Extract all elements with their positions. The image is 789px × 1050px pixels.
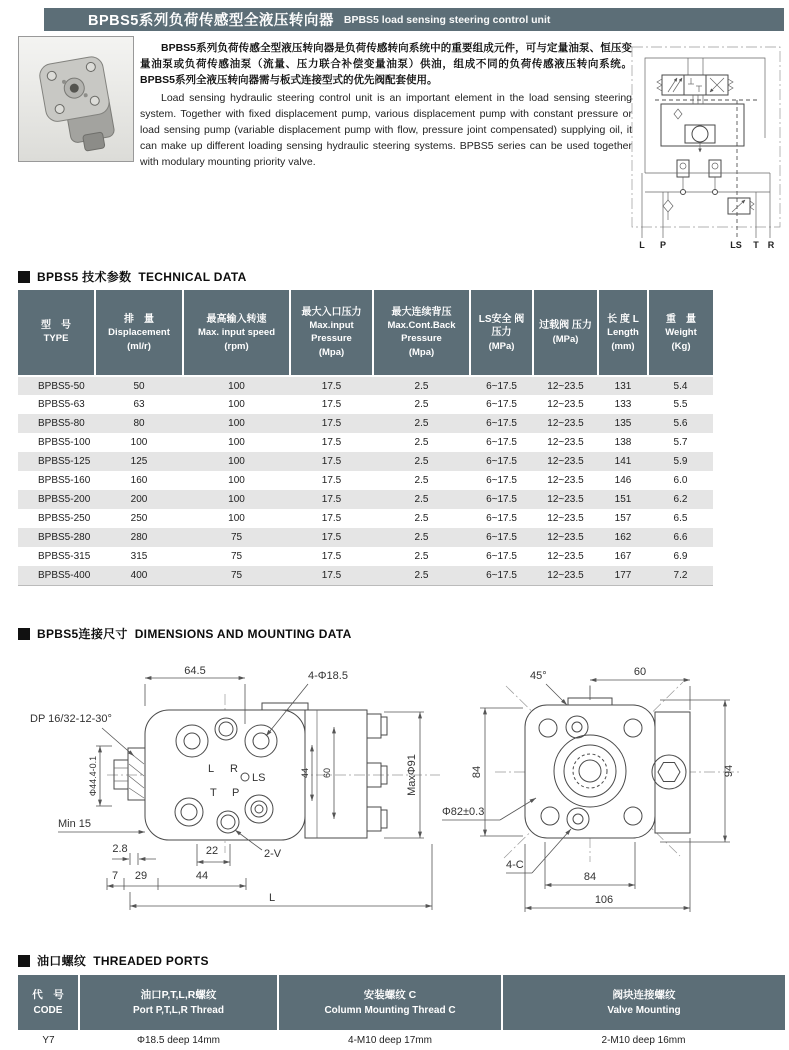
table-cell: 5.5	[673, 399, 688, 410]
table-cell: 75	[230, 569, 243, 581]
port-label-ls: LS	[730, 240, 742, 250]
table-cell: BPBS5-250	[38, 513, 91, 524]
table-cell: 400	[130, 569, 148, 581]
table-cell: 7.2	[673, 569, 688, 581]
table-cell: BPBS5-200	[38, 494, 91, 505]
section-title-technical-cn: BPBS5 技术参数	[37, 270, 132, 284]
hydraulic-circuit-diagram	[625, 38, 789, 252]
column-header-displacement: 排 量 Displacement (ml/r)	[95, 290, 183, 376]
table-cell: 135	[614, 418, 632, 429]
port-letter-ls: LS	[252, 772, 266, 784]
table-cell: BPBS5-63	[38, 399, 85, 410]
table-row	[18, 1030, 785, 1050]
table-cell: 6.9	[673, 551, 688, 562]
section-bullet-icon	[18, 271, 30, 283]
table-cell: 17.5	[321, 418, 342, 429]
table-cell: 167	[614, 551, 632, 562]
table-row	[18, 452, 713, 471]
column-header-column-mounting: 安装螺纹 C Column Mounting Thread C	[278, 975, 502, 1030]
dim-82: Φ82±0.3	[442, 806, 485, 818]
section-title-dimensions-cn: BPBS5连接尺寸	[37, 627, 128, 641]
table-cell: 17.5	[321, 532, 342, 543]
table-cell: 6~17.5	[486, 437, 517, 448]
table-cell: 6.6	[673, 532, 688, 543]
dim-v44: 44	[300, 767, 310, 779]
column-header-input-speed: 最高输入转速 Max. input speed (rpm)	[183, 290, 290, 376]
table-cell: 6.2	[673, 494, 688, 505]
table-cell: 2.5	[414, 513, 429, 524]
side-view-drawing	[12, 648, 460, 930]
table-cell: 63	[133, 399, 145, 410]
threaded-ports-table	[18, 975, 785, 1050]
table-cell: 12~23.5	[547, 399, 584, 410]
table-cell: 5.6	[673, 418, 688, 429]
section-title-ports-cn: 油口螺纹	[37, 954, 87, 968]
column-header-length: 长 度 L Length (mm)	[598, 290, 648, 376]
product-photo	[18, 36, 134, 162]
directional-valve-symbol	[657, 75, 733, 95]
section-title-technical-en: TECHNICAL DATA	[138, 269, 247, 284]
column-header-overload-pressure: 过载阀 压力 (MPa)	[533, 290, 598, 376]
intro-paragraph-en: Load sensing hydraulic steering control unit is an important element in the load sensing steering system. Together with fixed displacement pump, various displacement pump with constant pressure or load sensing pump (variable displacement pump with flow, pressure joint compensated) supplying oil, it can make up different loading sensing hydraulic steering systems. BPBS5 series can be used together with modulary mounting priority valve.	[140, 92, 632, 168]
table-cell: 12~23.5	[547, 380, 584, 392]
relief-valve-symbol	[728, 198, 754, 214]
table-cell: 6.0	[673, 475, 688, 486]
table-cell: 2-M10 deep 16mm	[601, 1034, 686, 1046]
table-cell: 280	[130, 532, 148, 543]
table-cell: 5.4	[673, 380, 688, 392]
table-cell: 17.5	[321, 513, 342, 524]
column-header-type: 型 号 TYPE	[18, 290, 95, 376]
table-cell: BPBS5-400	[38, 569, 91, 581]
table-cell: 12~23.5	[547, 418, 584, 429]
table-cell: 2.5	[414, 380, 429, 392]
table-cell: 100	[130, 437, 148, 448]
dim-94: 94	[723, 764, 735, 778]
table-cell: 17.5	[321, 551, 342, 562]
table-row	[18, 490, 713, 509]
page-title-en: BPBS5 load sensing steering control unit	[343, 13, 551, 26]
table-cell: 17.5	[321, 399, 342, 410]
table-cell: 141	[614, 456, 632, 467]
table-cell: 5.9	[673, 456, 688, 467]
table-cell: 100	[228, 475, 245, 486]
column-header-weight: 重 量 Weight (Kg)	[648, 290, 713, 376]
intro-paragraph-cn: BPBS5系列负荷传感全型液压转向器是负荷传感转向系统中的重要组成元件，可与定量油泵、恒压变量油泵或负荷传感油泵（流量、压力联合补偿变量油泵）供油，组成不同的负荷传感液压转向系统。BPBS5系列全液压转向器需与板式连接型式的优先阀配套使用。	[140, 42, 632, 86]
table-cell: 162	[614, 532, 632, 543]
table-cell: BPBS5-315	[38, 551, 91, 562]
section-title-technical	[18, 268, 247, 285]
table-row	[18, 528, 713, 547]
table-cell: 6~17.5	[486, 513, 517, 524]
table-cell: 2.5	[414, 437, 429, 448]
dim-84-left: 84	[471, 765, 483, 779]
check-valve-symbol	[663, 200, 673, 212]
table-cell: Φ18.5 deep 14mm	[136, 1034, 221, 1046]
dim-60: 60	[633, 666, 647, 678]
section-bullet-icon	[18, 955, 30, 967]
dim-min15: Min 15	[58, 818, 92, 830]
table-row	[18, 376, 713, 395]
port-label-t: T	[753, 240, 759, 250]
column-header-port-thread: 油口P,T,L,R螺纹 Port P,T,L,R Thread	[79, 975, 278, 1030]
table-cell: 4-M10 deep 17mm	[348, 1034, 432, 1046]
table-cell: 6~17.5	[486, 532, 517, 543]
dim-29: 29	[134, 870, 148, 882]
schematic-boundary	[632, 47, 780, 227]
table-cell: 131	[614, 380, 632, 392]
intro-text	[140, 40, 632, 172]
table-cell: 6~17.5	[486, 551, 517, 562]
table-cell: BPBS5-160	[38, 475, 91, 486]
table-cell: BPBS5-80	[38, 418, 85, 429]
column-header-max-input-pressure: 最大入口压力 Max.input Pressure (Mpa)	[290, 290, 373, 376]
dim-45deg: 45°	[530, 670, 547, 682]
port-label-l: L	[639, 240, 645, 250]
dimension-drawing-front	[440, 650, 789, 930]
table-cell: 17.5	[321, 494, 342, 505]
table-cell: 6~17.5	[486, 456, 517, 467]
table-cell: 100	[228, 494, 245, 505]
table-cell: 17.5	[321, 456, 342, 467]
table-cell: 2.5	[414, 456, 429, 467]
table-row	[18, 566, 713, 585]
table-cell: BPBS5-100	[38, 437, 91, 448]
table-cell: 2.5	[414, 475, 429, 486]
port-letter-l: L	[208, 763, 215, 775]
dimension-drawing-side	[12, 648, 460, 930]
table-cell: 12~23.5	[547, 513, 584, 524]
gerotor-symbol	[685, 125, 715, 152]
page-title-banner	[44, 8, 784, 31]
table-cell: 5.7	[673, 437, 688, 448]
hydraulic-schematic	[625, 38, 789, 252]
table-row	[18, 547, 713, 566]
table-cell: 2.5	[414, 494, 429, 505]
column-header-ls-relief-pressure: LS安全 阀压力 (MPa)	[470, 290, 533, 376]
dim-shaft-dia: Φ44.4-0.1	[88, 755, 98, 797]
dim-length-l: L	[268, 892, 276, 904]
table-cell: 160	[130, 475, 148, 486]
table-row	[18, 471, 713, 490]
ports-table-body	[18, 1030, 785, 1050]
table-cell: 250	[130, 513, 148, 524]
table-cell: 200	[130, 494, 148, 505]
table-header-row	[18, 975, 785, 1030]
table-cell: 2.5	[414, 399, 429, 410]
table-cell: 100	[228, 456, 245, 467]
table-row	[18, 414, 713, 433]
table-cell: 12~23.5	[547, 532, 584, 543]
table-cell: 12~23.5	[547, 494, 584, 505]
dim-64-5: 64.5	[184, 665, 206, 677]
table-cell: 100	[228, 418, 245, 429]
technical-data-table	[18, 290, 713, 586]
port-letter-r: R	[230, 763, 238, 775]
dim-2-8: 2.8	[112, 843, 128, 855]
front-view-drawing	[440, 650, 789, 930]
table-cell: 151	[614, 494, 632, 505]
table-cell: 17.5	[321, 437, 342, 448]
table-cell: 2.5	[414, 551, 429, 562]
table-cell: BPBS5-50	[38, 380, 85, 392]
table-cell: 6.5	[673, 513, 688, 524]
table-cell: 75	[230, 551, 243, 562]
table-cell: 75	[230, 532, 243, 543]
port-label-r: R	[767, 240, 775, 250]
dim-4c: 4-C	[506, 859, 524, 871]
table-cell: 17.5	[321, 569, 342, 581]
dim-holes: 4-Φ18.5	[308, 670, 348, 682]
table-cell: 2.5	[414, 418, 429, 429]
dim-7: 7	[111, 870, 119, 882]
table-cell: 12~23.5	[547, 437, 584, 448]
section-bullet-icon	[18, 628, 30, 640]
table-cell: 315	[130, 551, 148, 562]
table-cell: 6~17.5	[486, 399, 517, 410]
dim-106: 106	[594, 894, 614, 906]
port-letter-t: T	[210, 787, 217, 799]
dim-2v: 2-V	[264, 848, 282, 860]
table-row	[18, 509, 713, 528]
table-cell: 125	[130, 456, 148, 467]
table-cell: BPBS5-280	[38, 532, 91, 543]
column-header-max-back-pressure: 最大连续背压 Max.Cont.Back Pressure (Mpa)	[373, 290, 470, 376]
table-cell: 133	[614, 399, 632, 410]
table-cell: 12~23.5	[547, 551, 584, 562]
table-cell: 17.5	[321, 475, 342, 486]
table-cell: 6~17.5	[486, 569, 517, 581]
table-cell: 100	[228, 399, 245, 410]
table-cell: 146	[614, 475, 632, 486]
dim-84-bottom: 84	[583, 871, 597, 883]
table-cell: 12~23.5	[547, 475, 584, 486]
dim-v60: 60	[322, 767, 332, 779]
section-title-ports-en: THREADED PORTS	[93, 953, 209, 968]
table-cell: 177	[614, 569, 632, 581]
table-cell: 100	[228, 380, 245, 392]
table-cell: 12~23.5	[547, 456, 584, 467]
dim-44: 44	[195, 870, 209, 882]
table-cell: 80	[133, 418, 145, 429]
table-cell: Y7	[42, 1034, 55, 1046]
steering-unit-photo-image	[18, 36, 134, 162]
dim-max-dia-91: MaxΦ91	[406, 754, 418, 796]
table-cell: 100	[228, 437, 245, 448]
table-row	[18, 395, 713, 414]
dim-spline: DP 16/32-12-30°	[30, 713, 112, 725]
table-cell: 6~17.5	[486, 418, 517, 429]
port-label-p: P	[659, 240, 667, 250]
column-header-valve-mounting: 阀块连接螺纹 Valve Mounting	[502, 975, 785, 1030]
table-cell: 100	[228, 513, 245, 524]
section-title-ports	[18, 952, 209, 969]
table-cell: BPBS5-125	[38, 456, 91, 467]
table-cell: 50	[133, 380, 145, 392]
port-letter-p: P	[232, 787, 240, 799]
column-header-code: 代 号 CODE	[18, 975, 79, 1030]
section-title-dimensions-en: DIMENSIONS AND MOUNTING DATA	[134, 626, 352, 641]
table-cell: 157	[614, 513, 632, 524]
table-cell: 138	[614, 437, 632, 448]
technical-table-body	[18, 376, 713, 585]
table-cell: 12~23.5	[547, 569, 584, 581]
table-cell: 6~17.5	[486, 475, 517, 486]
table-cell: 6~17.5	[486, 380, 517, 392]
table-cell: 17.5	[321, 380, 342, 392]
table-cell: 2.5	[414, 569, 429, 581]
table-row	[18, 433, 713, 452]
table-cell: 2.5	[414, 532, 429, 543]
section-title-dimensions	[18, 625, 352, 642]
dim-22: 22	[205, 845, 219, 857]
table-cell: 6~17.5	[486, 494, 517, 505]
page-title-cn: BPBS5系列负荷传感型全液压转向器	[88, 13, 334, 29]
table-header-row	[18, 290, 713, 376]
